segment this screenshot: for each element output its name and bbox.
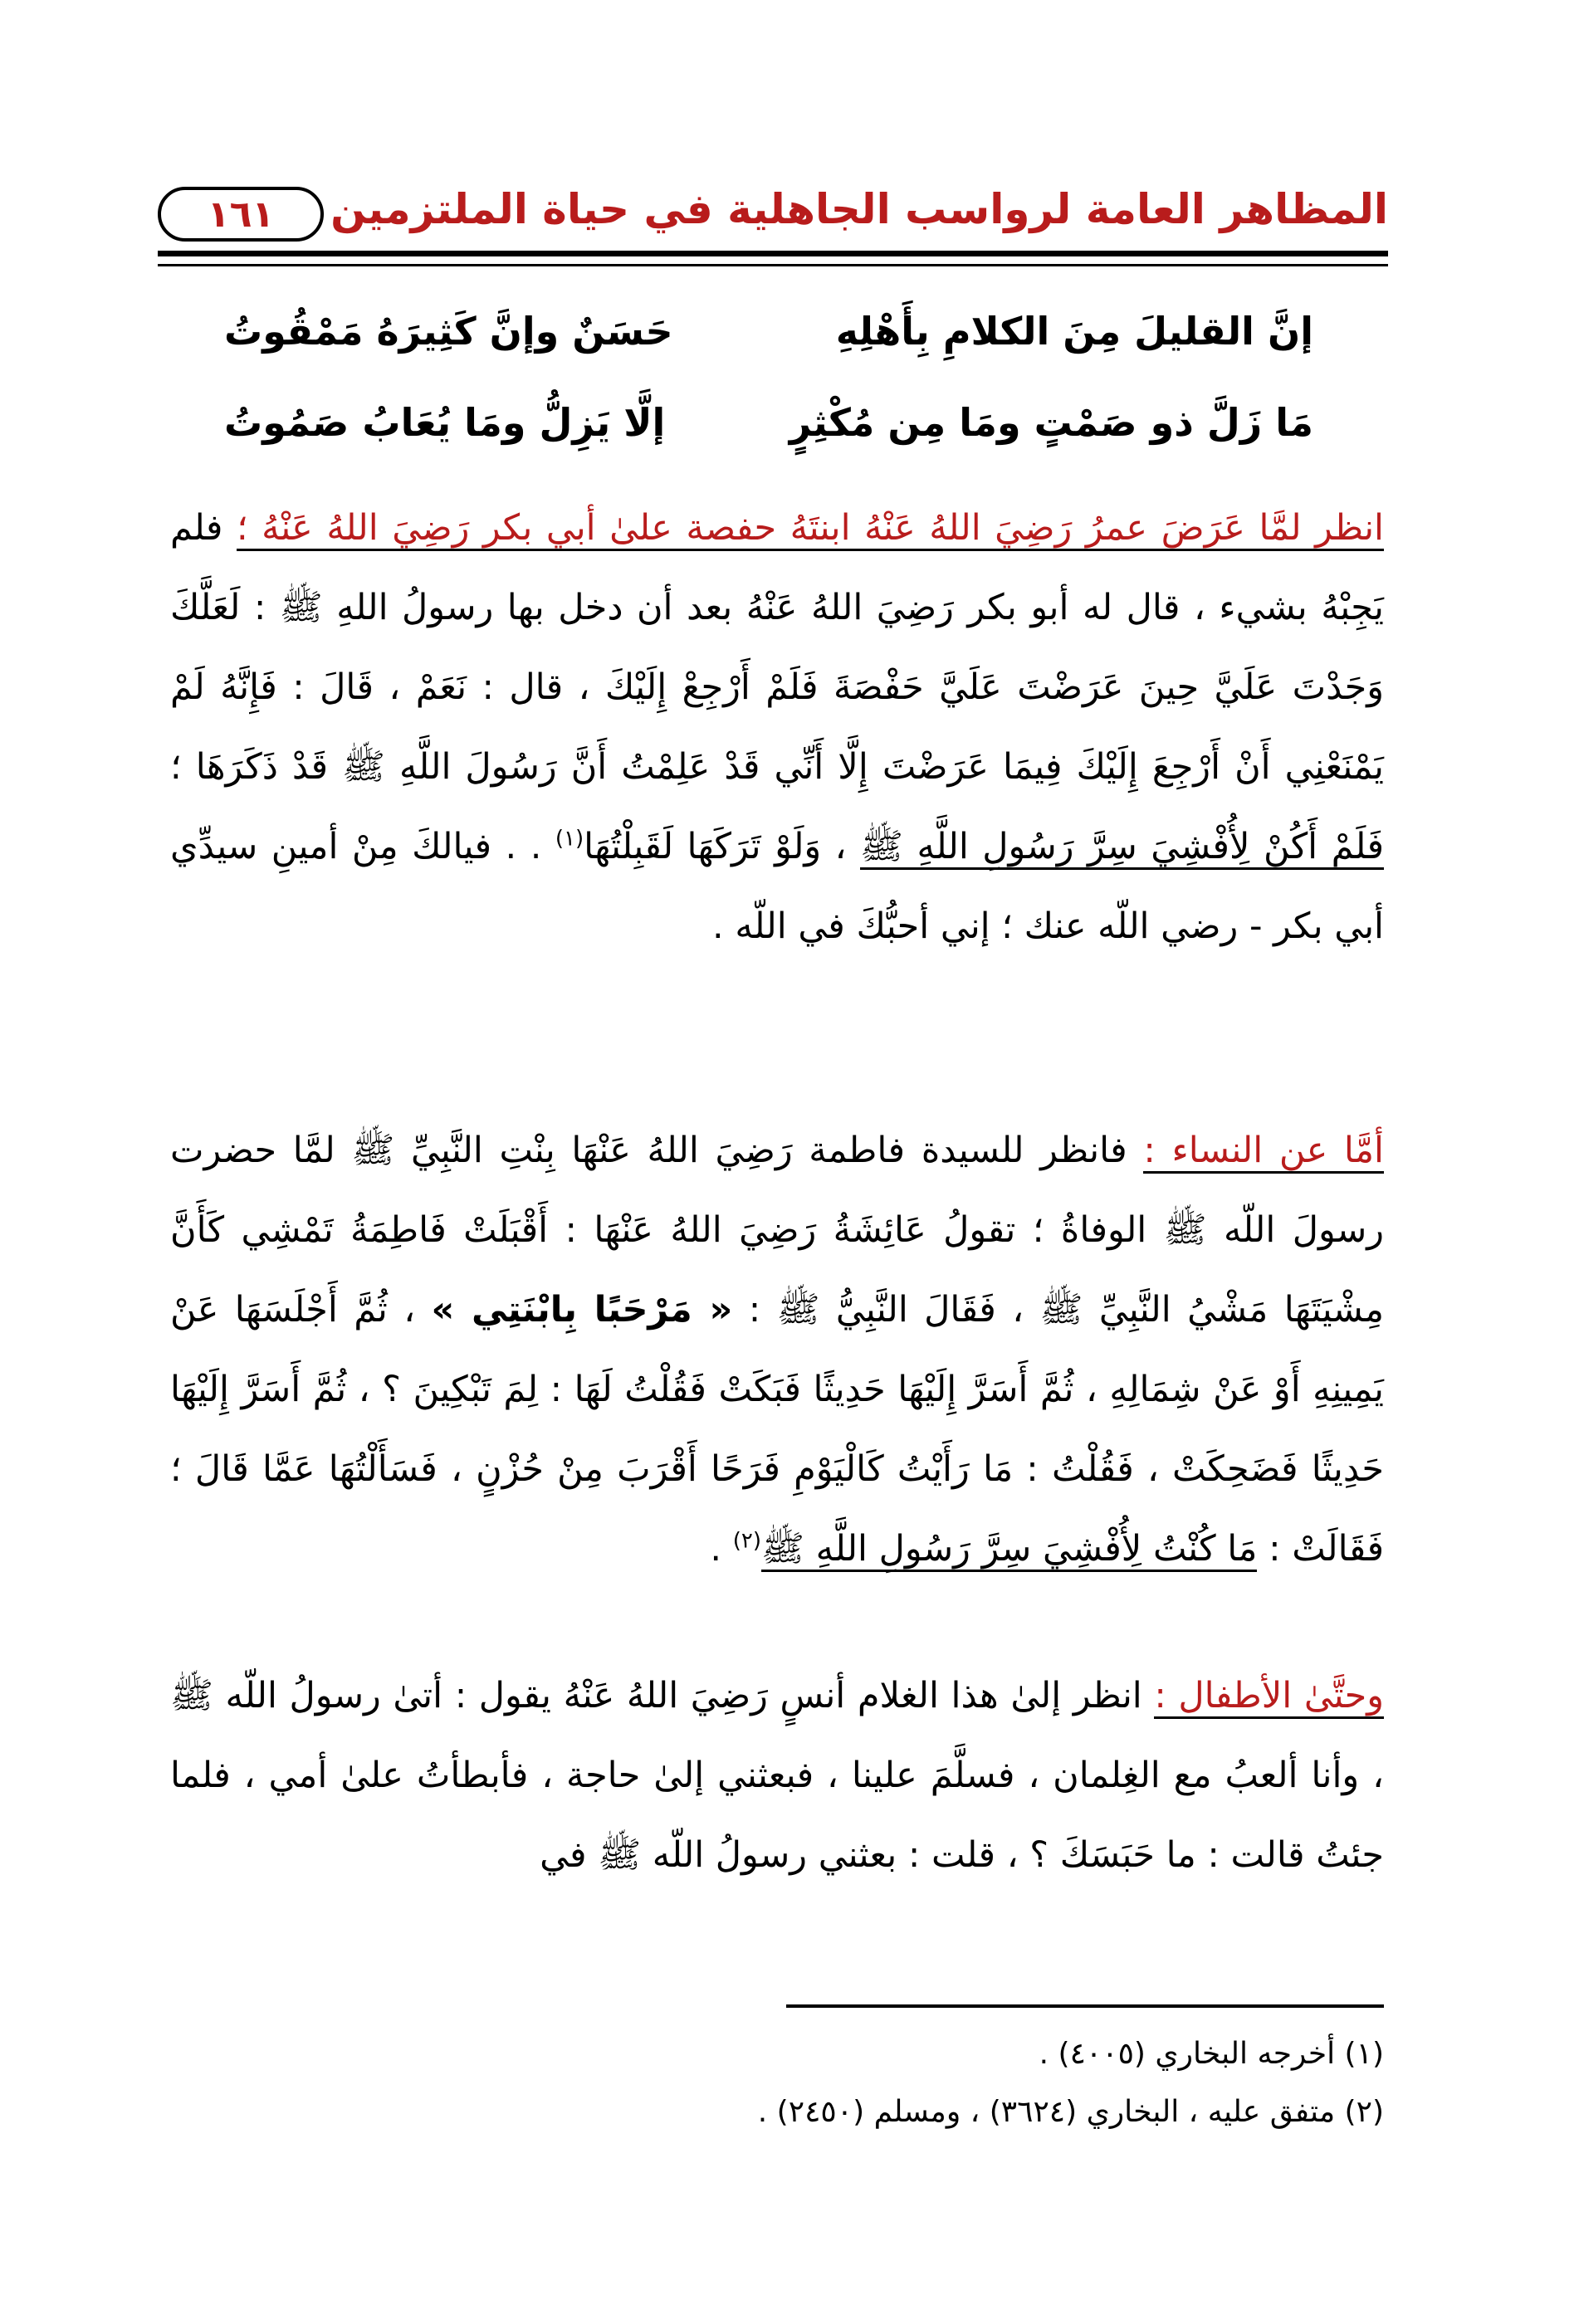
footnote-item: (٢) متفق عليه ، البخاري (٣٦٢٤) ، ومسلم (٢٤٥٠) .: [757, 2095, 1384, 2129]
paragraph-text: . . فيالكَ مِنْ أمينِ سيدِّي أبي بكر - رضي اللّه عنك ؛ إني أحبُّكَ في اللّه .: [170, 826, 1384, 947]
page-header: [158, 170, 1388, 245]
paragraph-text: ، وَلَوْ تَرَكَهَا لَقَبِلْتُهَا: [584, 826, 861, 867]
underlined-text: مَا كُنْتُ لِأُفْشِيَ سِرَّ رَسُولِ اللَّهِ ﷺ: [761, 1528, 1257, 1572]
verse-hemistich: إلَّا يَزِلُّ ومَا يُعَابُ صَمُوتُ: [224, 400, 666, 445]
paragraph-abubakr: [170, 488, 1384, 966]
paragraph-text: .: [710, 1528, 733, 1570]
header-rule-thin: [158, 264, 1388, 266]
footnote-rule: [786, 2004, 1384, 2008]
paragraph-text: فلم يَجِبْهُ بشيء ، قال له أبو بكر رَضِيَ اللهُ عَنْهُ بعد أن دخل بها رسولُ اللهِ ﷺ : لَعَلَّكَ وَجَدْتَ عَلَيَّ حِينَ عَرَضْتَ عَلَيَّ حَفْصَةَ فَلَمْ أَرْجِعْ إِلَيْكَ ، قال : نَعَمْ ، قَالَ : فَإِنَّهُ لَمْ يَمْنَعْنِي أَنْ أَرْجِعَ إِلَيْكَ فِيمَا عَرَضْتَ إِلَّا أَنِّي قَدْ عَلِمْتُ أَنَّ رَسُولَ اللَّهِ ﷺ قَدْ ذَكَرَهَا ؛: [170, 507, 1384, 788]
footnote-ref: (١): [555, 826, 584, 852]
paragraph-lead: أمَّا عن النساء :: [1143, 1130, 1384, 1174]
verse-line-2: [224, 400, 1313, 466]
running-title: المظاهر العامة لرواسب الجاهلية في حياة الملتزمين: [330, 185, 1388, 233]
page-number-badge: ١٦١: [158, 187, 324, 242]
paragraph-fatima: [170, 1111, 1384, 1589]
paragraph-lead: وحتَّىٰ الأطفال :: [1154, 1675, 1384, 1719]
verse-hemistich: حَسَنٌ وإنَّ كَثِيرَهُ مَمْقُوتُ: [224, 309, 673, 354]
quote-text: « مَرْحَبًا بِابْنَتِي »: [431, 1289, 733, 1330]
underlined-text: فَلَمْ أَكُنْ لِأُفْشِيَ سِرَّ رَسُولِ اللَّهِ ﷺ: [860, 826, 1384, 870]
footnote-item: (١) أخرجه البخاري (٤٠٠٥) .: [1039, 2037, 1384, 2071]
paragraph-lead: انظر لمَّا عَرَضَ عمرُ رَضِيَ اللهُ عَنْهُ ابنتَهُ حفصة علىٰ أبي بكر رَضِيَ اللهُ عَنْهُ ؛: [237, 507, 1384, 551]
verse-hemistich: إنَّ القليلَ مِنَ الكلامِ بِأَهْلِهِ: [835, 309, 1313, 354]
paragraph-text: فانظر للسيدة فاطمة رَضِيَ اللهُ عَنْهَا بِنْتِ النَّبِيِّ ﷺ لمَّا حضرت رسولَ اللّه ﷺ الوفاةُ ؛ تقولُ عَائِشَةُ رَضِيَ اللهُ عَنْهَا : أَقْبَلَتْ فَاطِمَةُ تَمْشِي كَأَنَّ مِشْيَتَهَا مَشْيُ النَّبِيِّ ﷺ ، فَقَالَ النَّبِيُّ ﷺ :: [170, 1130, 1384, 1330]
footnotes: [170, 2025, 1384, 2141]
verse-hemistich: مَا زَلَّ ذو صَمْتٍ ومَا مِن مُكْثِرٍ: [789, 400, 1313, 445]
verse-line-1: [224, 309, 1313, 375]
paragraph-anas: [170, 1656, 1384, 1895]
paragraph-text: ، ثُمَّ أَجْلَسَهَا عَنْ يَمِينِهِ أَوْ عَنْ شِمَالِهِ ، ثُمَّ أَسَرَّ إِلَيْهَا حَدِيثًا فَبَكَتْ فَقُلْتُ لَهَا : لِمَ تَبْكِينَ ؟ ، ثُمَّ أَسَرَّ إِلَيْهَا حَدِيثًا فَضَحِكَتْ ، فَقُلْتُ : مَا رَأَيْتُ كَالْيَوْمِ فَرَحًا أَقْرَبَ مِنْ حُزْنٍ ، فَسَأَلْتُهَا عَمَّا قَالَ ؛ فَقَالَتْ :: [170, 1289, 1384, 1570]
header-rule-thick: [158, 251, 1388, 256]
footnote-ref: (٢): [732, 1528, 762, 1554]
paragraph-text: انظر إلىٰ هذا الغلام أنسٍ رَضِيَ اللهُ عَنْهُ يقول : أتىٰ رسولُ اللّه ﷺ ، وأنا ألعبُ مع الغِلمان ، فسلَّمَ علينا ، فبعثني إلىٰ حاجة ، فأبطأتُ علىٰ أمي ، فلما جئتُ قالت : ما حَبَسَكَ ؟ ، قلت : بعثني رسولُ اللّه ﷺ في: [170, 1675, 1384, 1876]
